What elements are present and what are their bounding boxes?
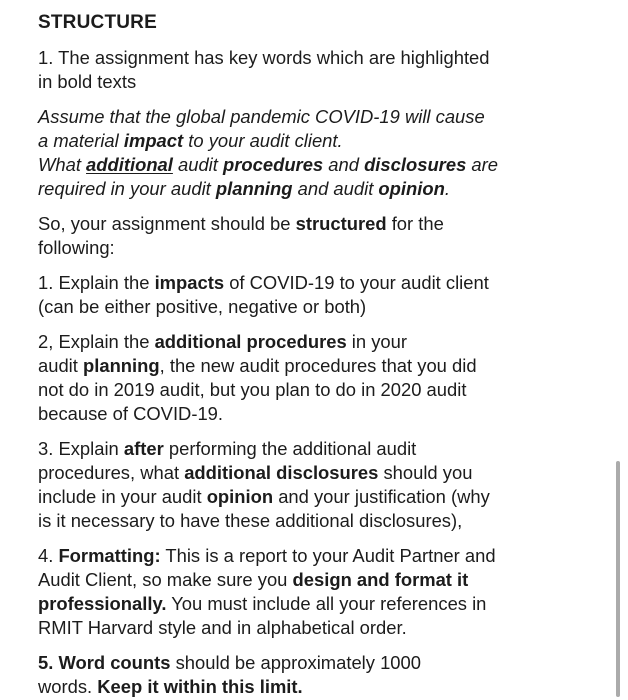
text-line: audit planning, the new audit procedures that you did [38,355,477,376]
text-line: Audit Client, so make sure you design and format it [38,569,469,590]
text-line: So, your assignment should be structured for the [38,213,444,234]
text-line: 1. The assignment has key words which are highlighted [38,47,490,68]
text-line: 4. Formatting: This is a report to your Audit Partner and [38,545,496,566]
text-line: because of COVID-19. [38,403,224,424]
text-line: procedures, what additional disclosures should you [38,462,473,483]
text-line: 5. Word counts should be approximately 1000 [38,652,421,673]
text-line: Assume that the global pandemic COVID-19 will cause [38,106,485,127]
text-line: is it necessary to have these additional disclosures), [38,510,463,531]
text-line: a material impact to your audit client. [38,130,343,151]
paragraph-item-4 [38,544,496,640]
text-line: required in your audit planning and audit opinion. [38,178,450,199]
text-line: RMIT Harvard style and in alphabetical order. [38,617,407,638]
text-line: What additional audit procedures and disclosures are [38,154,498,175]
paragraph-item-1 [38,271,489,319]
text-line: include in your audit opinion and your justification (why [38,486,490,507]
text-line: in bold texts [38,71,137,92]
vertical-scrollbar[interactable] [616,461,620,697]
paragraph-item-2 [38,330,477,426]
paragraph-keywords-note [38,46,490,94]
text-line: (can be either positive, negative or both) [38,296,367,317]
text-line: not do in 2019 audit, but you plan to do in 2020 audit [38,379,467,400]
page-title: STRUCTURE [38,12,157,33]
text-line: 2, Explain the additional procedures in your [38,331,407,352]
text-line: 1. Explain the impacts of COVID-19 to your audit client [38,272,489,293]
paragraph-assignment-question [38,105,498,201]
paragraph-structure-intro [38,212,444,260]
text-line: following: [38,237,115,258]
paragraph-item-3 [38,437,490,533]
text-line: 3. Explain after performing the additional audit [38,438,417,459]
text-line: professionally. You must include all your references in [38,593,487,614]
text-line: words. Keep it within this limit. [38,676,303,697]
paragraph-item-5 [38,651,421,699]
